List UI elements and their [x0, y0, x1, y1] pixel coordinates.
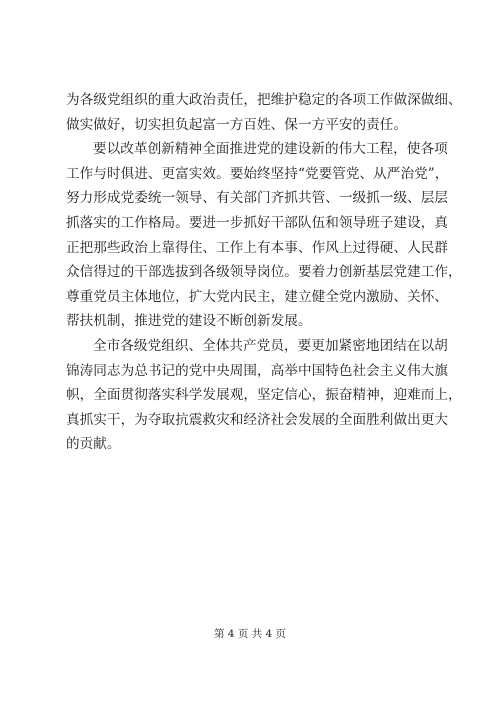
- paragraph-line: 努力形成党委统一领导、有关部门齐抓共管、一级抓一级、层层: [66, 190, 449, 207]
- paragraph-1: [66, 88, 462, 137]
- paragraph-line: 帜，全面贯彻落实科学发展观，坚定信心，振奋精神，迎难而上，: [66, 387, 462, 404]
- paragraph-line: 尊重党员主体地位，扩大党内民主，建立健全党内激励、关怀、: [66, 288, 449, 305]
- paragraph-line: 众信得过的干部选拔到各级领导岗位。要着力创新基层党建工作，: [66, 264, 462, 281]
- paragraph-line: 要以改革创新精神全面推进党的建设新的伟大工程，使各项: [93, 141, 448, 158]
- paragraph-line: 做实做好，切实担负起富一方百姓、保一方平安的责任。: [66, 116, 408, 133]
- paragraph-line: 为各级党组织的重大政治责任，把维护稳定的各项工作做深做细、: [66, 92, 462, 108]
- paragraph-line: 全市各级党组织、全体共产党员，要更加紧密地团结在以胡: [93, 337, 448, 354]
- paragraph-line: 真抓实干，为夺取抗震救灾和经济社会发展的全面胜利做出更大: [66, 411, 449, 428]
- paragraph-line: 的贡献。: [66, 436, 121, 453]
- paragraph-2: [66, 137, 462, 334]
- paragraph-line: 工作与时俱进、更富实效。要始终坚持“党要管党、从严治党”，: [66, 165, 449, 182]
- paragraph-line: 锦涛同志为总书记的党中央周围，高举中国特色社会主义伟大旗: [66, 362, 449, 379]
- paragraph-3: [66, 334, 462, 457]
- document-body: [66, 88, 462, 457]
- page-number-footer: 第 4 页 共 4 页: [213, 628, 287, 640]
- paragraph-line: 帮扶机制，推进党的建设不断创新发展。: [66, 313, 312, 330]
- paragraph-line: 抓落实的工作格局。要进一步抓好干部队伍和领导班子建设，真: [66, 214, 449, 231]
- paragraph-line: 正把那些政治上靠得住、工作上有本事、作风上过得硬、人民群: [66, 239, 449, 256]
